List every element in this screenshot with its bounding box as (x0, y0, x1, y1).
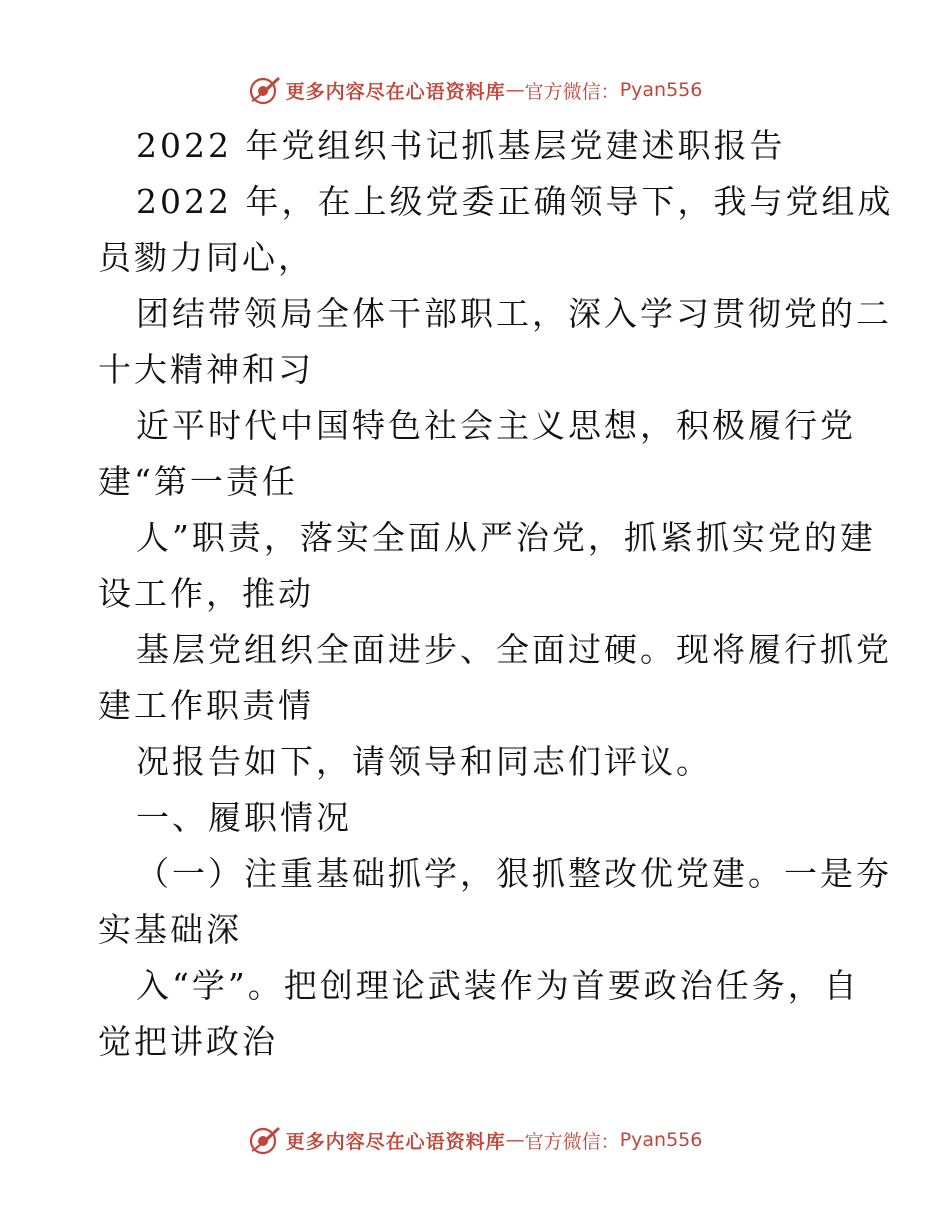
document-line: 2022 年党组织书记抓基层党建述职报告 (136, 126, 786, 165)
banner-separator: — (505, 1129, 525, 1151)
document-line: 近平时代中国特色社会主义思想，积极履行党 (136, 406, 856, 445)
document-line: 建工作职责情 (98, 686, 314, 725)
document-line: 基层党组织全面进步、全面过硬。现将履行抓党 (136, 630, 892, 669)
document-line: 2022 年，在上级党委正确领导下，我与党组成 (136, 182, 894, 221)
banner-wechat-label: 官方微信： (524, 1130, 620, 1153)
banner-wechat-id: Pyan556 (619, 1129, 703, 1151)
document-line: 设工作，推动 (98, 574, 314, 613)
document-line: 建“第一责任 (98, 462, 298, 501)
banner-separator: — (505, 79, 525, 101)
footer-watermark-banner (0, 1120, 950, 1160)
pen-logo-icon (248, 73, 282, 107)
pen-logo-icon (248, 1123, 282, 1157)
document-line: 员勠力同心， (98, 238, 314, 277)
banner-wechat-id: Pyan556 (619, 79, 703, 101)
banner-brand-text: 更多内容尽在心语资料库 (285, 1130, 506, 1153)
document-line: 入“学”。把创理论武装作为首要政治任务，自 (136, 966, 860, 1005)
banner-brand-text: 更多内容尽在心语资料库 (285, 80, 506, 103)
document-line: 实基础深 (98, 910, 242, 949)
document-line: 人”职责，落实全面从严治党，抓紧抓实党的建 (136, 518, 876, 557)
document-line: 一、履职情况 (136, 798, 352, 837)
document-line: 团结带领局全体干部职工，深入学习贯彻党的二 (136, 294, 892, 333)
header-watermark-banner (0, 70, 950, 110)
document-line: 十大精神和习 (98, 350, 314, 389)
document-body (98, 118, 894, 1070)
document-line: 觉把讲政治 (98, 1022, 278, 1061)
document-line: （一）注重基础抓学，狠抓整改优党建。一是夯 (136, 854, 892, 893)
document-line: 况报告如下，请领导和同志们评议。 (136, 742, 712, 781)
banner-wechat-label: 官方微信： (524, 80, 620, 103)
